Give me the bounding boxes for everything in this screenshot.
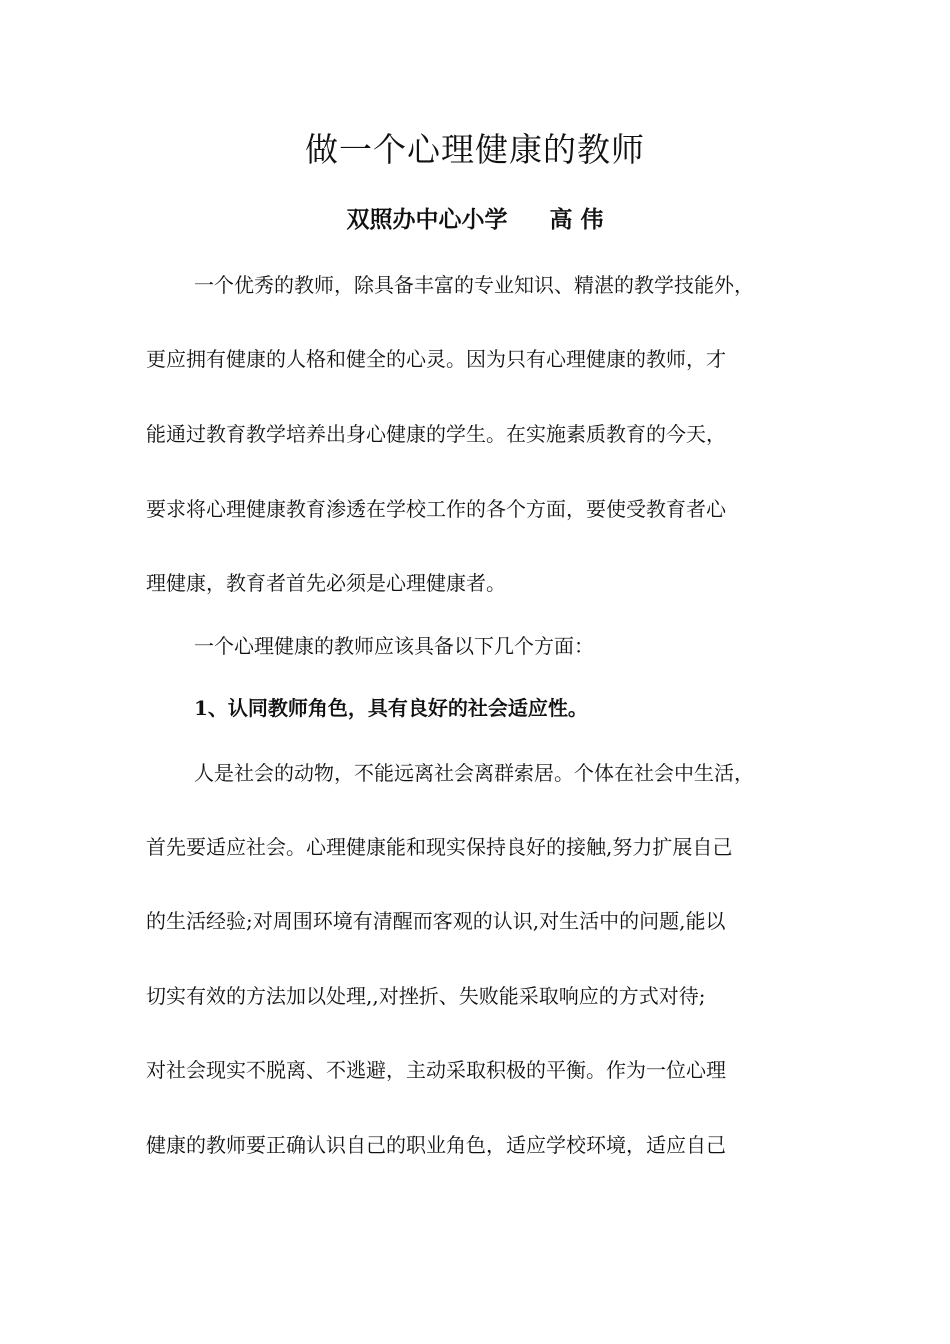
paragraph-line: 健康的教师要正确认识自己的职业角色，适应学校环境，适应自己 bbox=[146, 1133, 726, 1157]
paragraph-line: 能通过教育教学培养出身心健康的学生。在实施素质教育的今天， bbox=[146, 422, 726, 446]
paragraph-line: 对社会现实不脱离、不逃避，主动采取积极的平衡。作为一位心理 bbox=[146, 1058, 726, 1082]
paragraph-line: 一个心理健康的教师应该具备以下几个方面： bbox=[194, 634, 594, 658]
paragraph-line: 切实有效的方法加以处理,,对挫折、失败能采取响应的方式对待; bbox=[146, 984, 706, 1008]
paragraph-line: 的生活经验;对周围环境有清醒而客观的认识,对生活中的问题,能以 bbox=[146, 909, 726, 933]
byline-school: 双照办中心小学 bbox=[346, 207, 508, 233]
paragraph-line: 人是社会的动物，不能远离社会离群索居。个体在社会中生活， bbox=[194, 761, 754, 785]
section-heading: 1、认同教师角色，具有良好的社会适应性。 bbox=[194, 696, 588, 720]
byline bbox=[0, 200, 950, 240]
paragraph-line: 首先要适应社会。心理健康能和现实保持良好的接触,努力扩展自己 bbox=[146, 835, 733, 859]
paragraph-line: 一个优秀的教师，除具备丰富的专业知识、精湛的教学技能外， bbox=[194, 273, 754, 297]
document-title: 做一个心理健康的教师 bbox=[305, 130, 645, 169]
paragraph-line: 更应拥有健康的人格和健全的心灵。因为只有心理健康的教师，才 bbox=[146, 347, 726, 371]
paragraph-line: 要求将心理健康教育渗透在学校工作的各个方面，要使受教育者心 bbox=[146, 497, 726, 521]
paragraph-line: 理健康，教育者首先必须是心理健康者。 bbox=[146, 571, 506, 595]
byline-author: 高 伟 bbox=[549, 207, 604, 233]
